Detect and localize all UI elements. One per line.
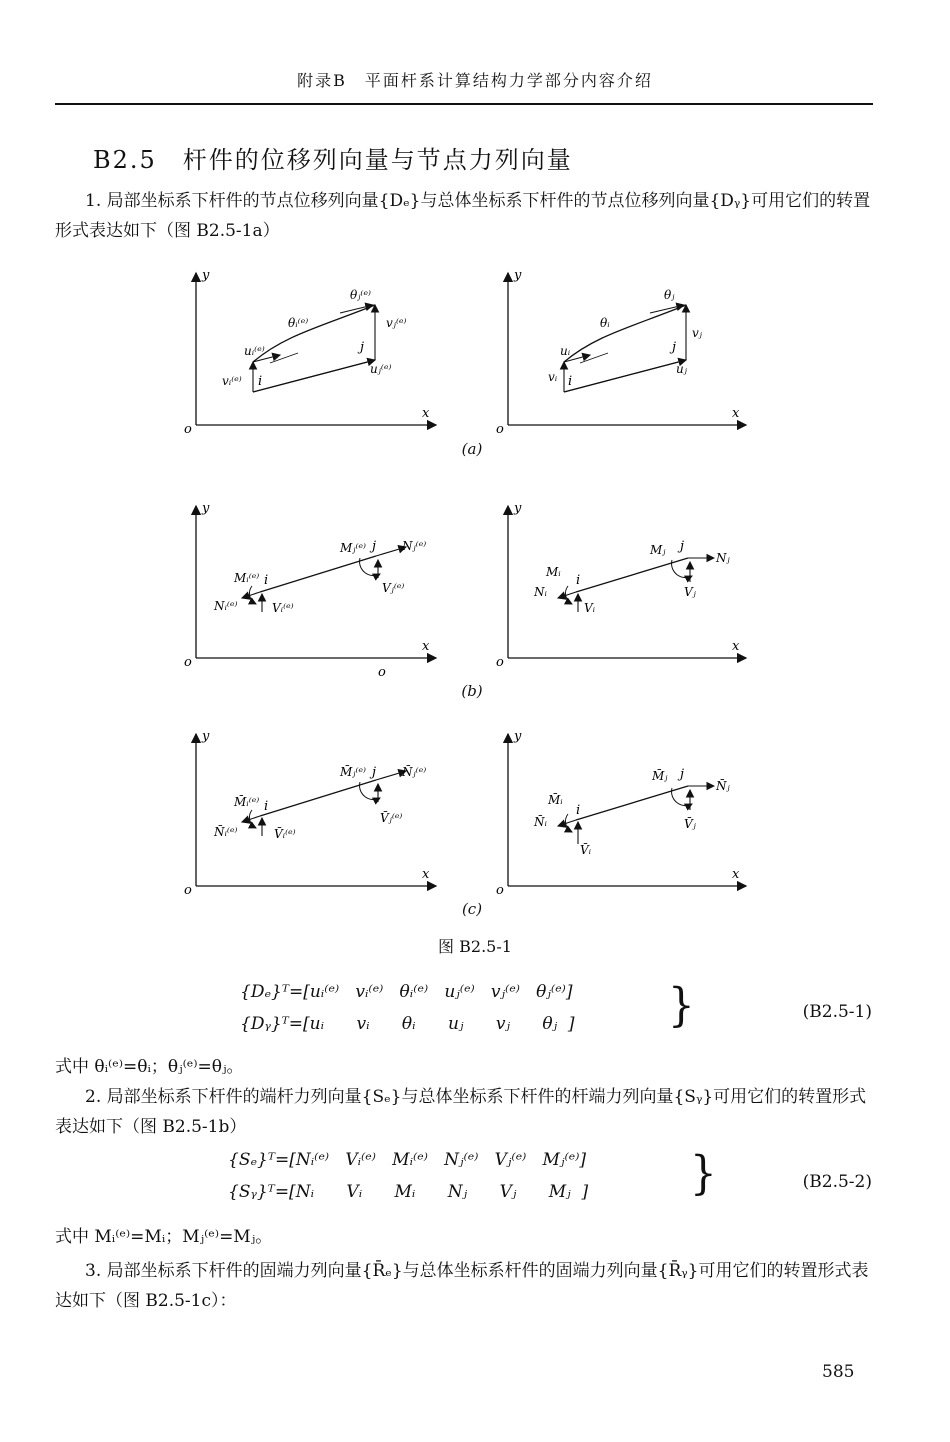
- u-j-e: uⱼ⁽ᵉ⁾: [370, 362, 392, 376]
- svg-text:Nⱼ: Nⱼ: [716, 551, 730, 565]
- svg-text:i: i: [568, 374, 573, 389]
- v-j-e: vⱼ⁽ᵉ⁾: [386, 316, 407, 330]
- svg-text:θᵢ: θᵢ: [600, 316, 610, 330]
- note-1: 式中 θᵢ⁽ᵉ⁾=θᵢ；θⱼ⁽ᵉ⁾=θⱼ。: [55, 1057, 244, 1077]
- u-i-e: uᵢ⁽ᵉ⁾: [244, 344, 265, 358]
- axes-c-right: [496, 729, 746, 898]
- svg-text:M̄ᵢ⁽ᵉ⁾: M̄ᵢ⁽ᵉ⁾: [234, 795, 260, 809]
- theta-i-e: θᵢ⁽ᵉ⁾: [288, 316, 309, 330]
- svg-text:j: j: [672, 340, 677, 355]
- svg-text:Vᵢ⁽ᵉ⁾: Vᵢ⁽ᵉ⁾: [272, 601, 294, 615]
- label-x: x: [422, 406, 430, 421]
- svg-text:o: o: [496, 655, 504, 670]
- svg-text:Vⱼ: Vⱼ: [684, 585, 696, 599]
- caption-b: (b): [461, 682, 483, 700]
- label-i: i: [258, 374, 263, 389]
- svg-text:N̄ᵢ: N̄ᵢ: [534, 815, 547, 829]
- svg-text:N̄ᵢ⁽ᵉ⁾: N̄ᵢ⁽ᵉ⁾: [214, 825, 238, 839]
- svg-text:θⱼ: θⱼ: [664, 288, 675, 302]
- svg-text:Mᵢ⁽ᵉ⁾: Mᵢ⁽ᵉ⁾: [234, 571, 260, 585]
- figure-b: [180, 500, 760, 680]
- svg-text:Vᵢ: Vᵢ: [584, 601, 596, 615]
- eq2-line1: {Sₑ}ᵀ=[Nᵢ⁽ᵉ⁾ Vᵢ⁽ᵉ⁾ Mᵢ⁽ᵉ⁾ Nⱼ⁽ᵉ⁾ Vⱼ⁽ᵉ⁾ Mⱼ⁽ᵉ⁾]: [228, 1150, 587, 1170]
- member-b-right: [533, 539, 731, 615]
- caption-a: (a): [461, 440, 483, 458]
- svg-text:x: x: [422, 639, 430, 654]
- member-b-left: [213, 539, 426, 615]
- svg-text:Vⱼ⁽ᵉ⁾: Vⱼ⁽ᵉ⁾: [382, 581, 405, 595]
- svg-text:uᵢ: uᵢ: [560, 344, 571, 358]
- svg-text:j: j: [680, 539, 685, 554]
- svg-text:o: o: [496, 422, 504, 435]
- axes-a-right: [496, 268, 746, 435]
- figure-a: [180, 265, 760, 435]
- svg-text:o: o: [184, 883, 192, 898]
- label-j: j: [360, 340, 365, 355]
- member-c-left: [213, 764, 426, 841]
- paragraph-3: [55, 1256, 875, 1316]
- theta-j-e: θⱼ⁽ᵉ⁾: [350, 288, 371, 302]
- svg-text:i: i: [576, 803, 581, 818]
- svg-text:y: y: [514, 729, 522, 744]
- paragraph-1-text: 1. 局部坐标系下杆件的节点位移列向量{Dₑ}与总体坐标系下杆件的节点位移列向量{Dᵧ}可用它们的转置形式表达如下（图 B2.5-1a）: [55, 191, 871, 241]
- caption-c: (c): [461, 900, 483, 918]
- eq1-line1: {Dₑ}ᵀ=[uᵢ⁽ᵉ⁾ vᵢ⁽ᵉ⁾ θᵢ⁽ᵉ⁾ uⱼ⁽ᵉ⁾ vⱼ⁽ᵉ⁾ θⱼ⁽ᵉ⁾]: [240, 982, 573, 1002]
- header-rule: [55, 103, 873, 105]
- svg-text:j: j: [372, 539, 377, 554]
- svg-text:y: y: [202, 501, 210, 516]
- svg-text:vⱼ: vⱼ: [692, 326, 702, 340]
- svg-text:vᵢ: vᵢ: [548, 370, 558, 384]
- svg-text:j: j: [680, 767, 685, 782]
- svg-text:Mⱼ: Mⱼ: [650, 543, 666, 557]
- svg-text:Nᵢ⁽ᵉ⁾: Nᵢ⁽ᵉ⁾: [214, 599, 238, 613]
- eq2-line2: {Sᵧ}ᵀ=[Nᵢ Vᵢ Mᵢ Nⱼ Vⱼ Mⱼ ]: [228, 1182, 589, 1202]
- paragraph-2: [55, 1082, 875, 1142]
- svg-text:x: x: [732, 639, 740, 654]
- svg-text:i: i: [576, 573, 581, 588]
- eq2-brace: }: [690, 1145, 717, 1200]
- svg-text:y: y: [514, 268, 522, 283]
- svg-text:V̄ⱼ: V̄ⱼ: [684, 817, 696, 831]
- paragraph-2-text: 2. 局部坐标系下杆件的端杆力列向量{Sₑ}与总体坐标系下杆件的杆端力列向量{Sᵧ}可用它们的转置形式表达如下（图 B2.5-1b）: [55, 1087, 867, 1137]
- label-y: y: [202, 268, 210, 283]
- svg-text:x: x: [732, 406, 740, 421]
- eq2-label: (B2.5-2): [802, 1172, 872, 1192]
- svg-text:o: o: [184, 655, 192, 670]
- figure-c: [180, 728, 760, 898]
- svg-text:x: x: [422, 867, 430, 882]
- svg-text:uⱼ: uⱼ: [676, 362, 687, 376]
- svg-text:M̄ᵢ: M̄ᵢ: [548, 793, 563, 807]
- svg-text:N̄ⱼ⁽ᵉ⁾: N̄ⱼ⁽ᵉ⁾: [402, 765, 427, 779]
- svg-text:Nᵢ: Nᵢ: [534, 585, 547, 599]
- svg-text:Nⱼ⁽ᵉ⁾: Nⱼ⁽ᵉ⁾: [402, 539, 427, 553]
- svg-text:y: y: [202, 729, 210, 744]
- svg-text:M̄ⱼ⁽ᵉ⁾: M̄ⱼ⁽ᵉ⁾: [340, 765, 366, 779]
- svg-text:V̄ⱼ⁽ᵉ⁾: V̄ⱼ⁽ᵉ⁾: [380, 811, 403, 825]
- svg-text:y: y: [514, 501, 522, 516]
- note-2: 式中 Mᵢ⁽ᵉ⁾=Mᵢ；Mⱼ⁽ᵉ⁾=Mⱼ。: [55, 1227, 273, 1247]
- running-header: 附录B 平面杆系计算结构力学部分内容介绍: [297, 71, 653, 90]
- svg-text:j: j: [372, 765, 377, 780]
- svg-text:i: i: [264, 573, 269, 588]
- v-i-e: vᵢ⁽ᵉ⁾: [222, 374, 242, 388]
- svg-text:o: o: [378, 665, 386, 680]
- svg-text:i: i: [264, 799, 269, 814]
- member-a-right: [548, 288, 703, 392]
- paragraph-3-text: 3. 局部坐标系下杆件的固端力列向量{R̄ₑ}与总体坐标系杆件的固端力列向量{R̄ᵧ}可用它们的转置形式表达如下（图 B2.5-1c）：: [55, 1261, 869, 1311]
- section-title: B2.5 杆件的位移列向量与节点力列向量: [93, 146, 573, 174]
- member-a-left: [222, 288, 407, 392]
- eq1-brace: }: [668, 977, 695, 1032]
- svg-text:M̄ⱼ: M̄ⱼ: [652, 769, 668, 783]
- figure-title: 图 B2.5-1: [438, 937, 512, 956]
- page-number: 585: [822, 1362, 855, 1382]
- eq1-label: (B2.5-1): [802, 1002, 872, 1022]
- svg-text:x: x: [732, 867, 740, 882]
- svg-text:Mⱼ⁽ᵉ⁾: Mⱼ⁽ᵉ⁾: [340, 541, 366, 555]
- svg-text:o: o: [496, 883, 504, 898]
- svg-text:Mᵢ: Mᵢ: [546, 565, 561, 579]
- member-c-right: [533, 767, 731, 857]
- svg-text:V̄ᵢ: V̄ᵢ: [580, 843, 592, 857]
- axes-a-left: [184, 268, 436, 435]
- svg-text:N̄ⱼ: N̄ⱼ: [716, 779, 730, 793]
- svg-text:V̄ᵢ⁽ᵉ⁾: V̄ᵢ⁽ᵉ⁾: [274, 827, 296, 841]
- eq1-line2: {Dᵧ}ᵀ=[uᵢ vᵢ θᵢ uⱼ vⱼ θⱼ ]: [240, 1014, 575, 1034]
- paragraph-1: [55, 186, 875, 246]
- label-o: o: [184, 422, 192, 435]
